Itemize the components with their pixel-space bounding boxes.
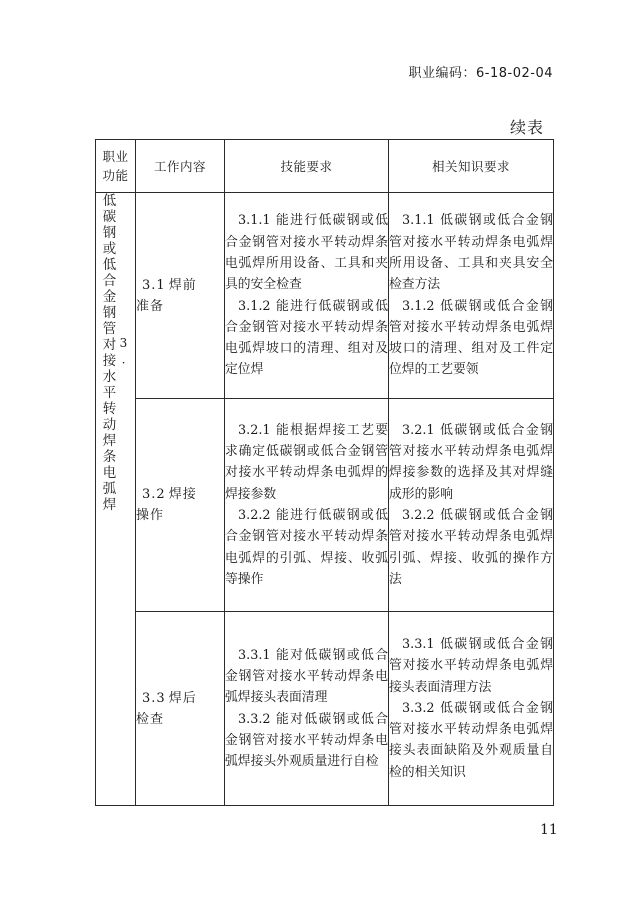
continued-label: 续表 [509,118,544,137]
work-content-cell [136,399,225,612]
work-content-cell [136,193,225,399]
table-row [96,399,554,612]
header-skills: 技能要求 [225,140,389,193]
header-function-line-2: 功能 [102,168,129,183]
skills-cell [225,612,389,806]
skills-cell [225,193,389,399]
knowledge-cell [389,612,554,806]
knowledge-cell [389,399,554,612]
table-header-row [96,140,554,193]
table-row [96,612,554,806]
header-knowledge: 相关知识要求 [389,140,554,193]
function-vertical-text [100,193,132,513]
knowledge-cell [389,193,554,399]
header-function [96,140,136,193]
header-function-line-1: 职业 [102,149,129,164]
header-work-content: 工作内容 [136,140,225,193]
work-title-line-2: 检查 [136,711,165,727]
work-title-line-1 [136,275,224,296]
work-title-line-1 [136,688,224,709]
skill-item: 3.3.1 能对低碳钢或低合金钢管对接水平转动焊条电弧焊接头表面清理 [225,647,388,706]
function-name: 低碳钢或低合金钢管对接水平转动焊条电弧焊 [99,193,116,513]
function-cell [96,193,136,806]
skill-item: 3.2.1 能根据焊接工艺要求确定低碳钢或低合金钢管对接水平转动焊条电弧焊的焊接参数 [225,422,388,502]
work-content-cell [136,612,225,806]
knowledge-item: 3.2.1 低碳钢或低合金钢管对接水平转动焊条电弧焊焊接参数的选择及其对焊缝成形的影响 [389,422,553,502]
work-title-line-2: 准备 [136,298,165,314]
knowledge-item: 3.3.2 低碳钢或低合金钢管对接水平转动焊条电弧焊接头表面缺陷及外观质量自检的相关知识 [389,700,553,780]
work-title-line-2: 操作 [136,508,165,523]
function-number: 3. [116,336,131,369]
skill-item: 3.1.2 能进行低碳钢或低合金钢管对接水平转动焊条电弧焊坡口的清理、组对及定位焊 [225,298,388,378]
knowledge-item: 3.1.1 低碳钢或低合金钢管对接水平转动焊条电弧焊所用设备、工具和夹具安全检查方法 [389,213,553,293]
skill-item: 3.3.2 能对低碳钢或低合金钢管对接水平转动焊条电弧焊接头外观质量进行自检 [225,711,388,770]
work-title-part-1: 焊前 [168,277,197,293]
work-title-part-1: 焊接 [168,487,197,502]
skills-cell [225,399,389,612]
work-number: 3.3 [142,690,166,706]
knowledge-item: 3.1.2 低碳钢或低合金钢管对接水平转动焊条电弧焊坡口的清理、组对及工件定位焊的工艺要领 [389,298,553,378]
page-number: 11 [540,822,558,838]
skill-item: 3.2.2 能进行低碳钢或低合金钢管对接水平转动焊条电弧焊的引弧、焊接、收弧等操作 [225,508,388,587]
skills-table [95,139,554,806]
work-number: 3.2 [142,487,166,502]
knowledge-item: 3.3.1 低碳钢或低合金钢管对接水平转动焊条电弧焊接头表面清理方法 [389,636,553,695]
work-title-part-1: 焊后 [168,690,197,706]
work-title-line-1 [136,484,224,505]
table-row [96,193,554,399]
work-number: 3.1 [142,277,166,293]
occupation-code: 职业编码：6-18-02-04 [408,66,553,81]
knowledge-item: 3.2.2 低碳钢或低合金钢管对接水平转动焊条电弧焊引弧、焊接、收弧的操作方法 [389,508,553,587]
skill-item: 3.1.1 能进行低碳钢或低合金钢管对接水平转动焊条电弧焊所用设备、工具和夹具的安全检查 [225,213,388,293]
